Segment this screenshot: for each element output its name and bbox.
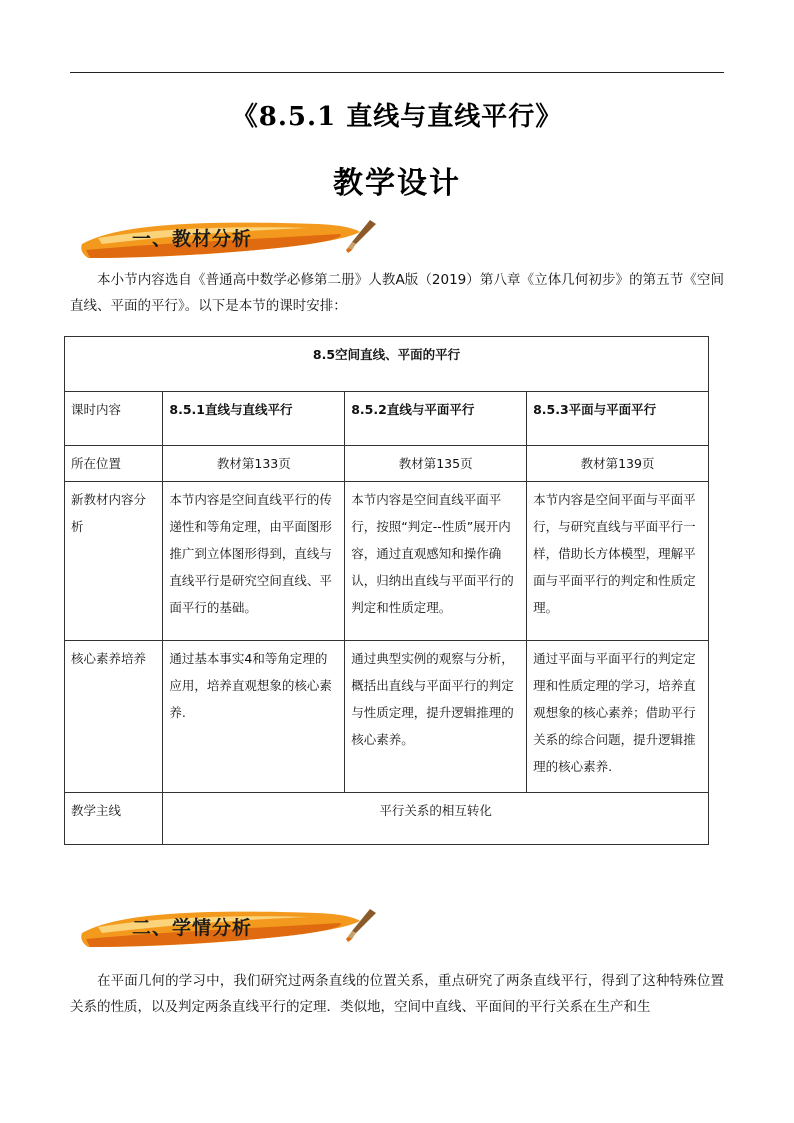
header-rule: [70, 72, 724, 73]
document-subtitle: 教学设计: [333, 166, 461, 201]
table-cell: 本节内容是空间平面与平面平行，与研究直线与平面平行一样，借助长方体模型，理解平面与平面平行的判定和性质定理。: [527, 482, 709, 641]
table-cell: 8.5.1直线与直线平行: [163, 392, 345, 446]
document-title: 《8.5.1 直线与直线平行》: [231, 102, 563, 132]
section-banner-1: [78, 214, 378, 266]
table-cell: 通过基本事实4和等角定理的应用，培养直观想象的核心素养.: [163, 641, 345, 793]
table-cell: 教材第135页: [345, 446, 527, 482]
row-label: 新教材内容分析: [65, 482, 163, 641]
table-cell: 8.5.2直线与平面平行: [345, 392, 527, 446]
table-cell: 8.5.3平面与平面平行: [527, 392, 709, 446]
table-cell: 教材第133页: [163, 446, 345, 482]
row-label: 所在位置: [65, 446, 163, 482]
section-banner-2: [78, 903, 378, 955]
section-2-paragraph: 在平面几何的学习中，我们研究过两条直线的位置关系，重点研究了两条直线平行，得到了这种特殊位置关系的性质，以及判定两条直线平行的定理．类似地，空间中直线、平面间的平行关系在生产和生: [70, 973, 724, 1015]
row-label: 核心素养培养: [65, 641, 163, 793]
table-row: [65, 793, 709, 845]
table-cell: 通过典型实例的观察与分析，概括出直线与平面平行的判定与性质定理，提升逻辑推理的核心素养。: [345, 641, 527, 793]
row-label: 课时内容: [65, 392, 163, 446]
table-row: [65, 446, 709, 482]
paintbrush-icon: [340, 216, 380, 256]
paintbrush-icon: [340, 905, 380, 945]
section-heading-1: 一、教材分析: [132, 228, 253, 250]
table-cell: 教材第139页: [527, 446, 709, 482]
section-heading-2: 二、学情分析: [132, 917, 253, 939]
lesson-schedule-table: [64, 336, 709, 845]
table-cell: 本节内容是空间直线平面平行，按照“判定--性质”展开内容，通过直观感知和操作确认，归纳出直线与平面平行的判定和性质定理。: [345, 482, 527, 641]
table-caption-row: [65, 337, 709, 392]
table-row: [65, 641, 709, 793]
table-caption: 8.5空间直线、平面的平行: [65, 337, 709, 392]
table-cell: 本节内容是空间直线平行的传递性和等角定理，由平面图形推广到立体图形得到，直线与直线平行是研究空间直线、平面平行的基础。: [163, 482, 345, 641]
table-row: [65, 482, 709, 641]
table-row: [65, 392, 709, 446]
table-cell-merged: 平行关系的相互转化: [163, 793, 709, 845]
row-label: 教学主线: [65, 793, 163, 845]
section-1-paragraph: 本小节内容选自《普通高中数学必修第二册》人教A版（2019）第八章《立体几何初步》的第五节《空间直线、平面的平行》。以下是本节的课时安排：: [70, 272, 724, 314]
table-cell: 通过平面与平面平行的判定定理和性质定理的学习，培养直观想象的核心素养；借助平行关系的综合问题，提升逻辑推理的核心素养.: [527, 641, 709, 793]
